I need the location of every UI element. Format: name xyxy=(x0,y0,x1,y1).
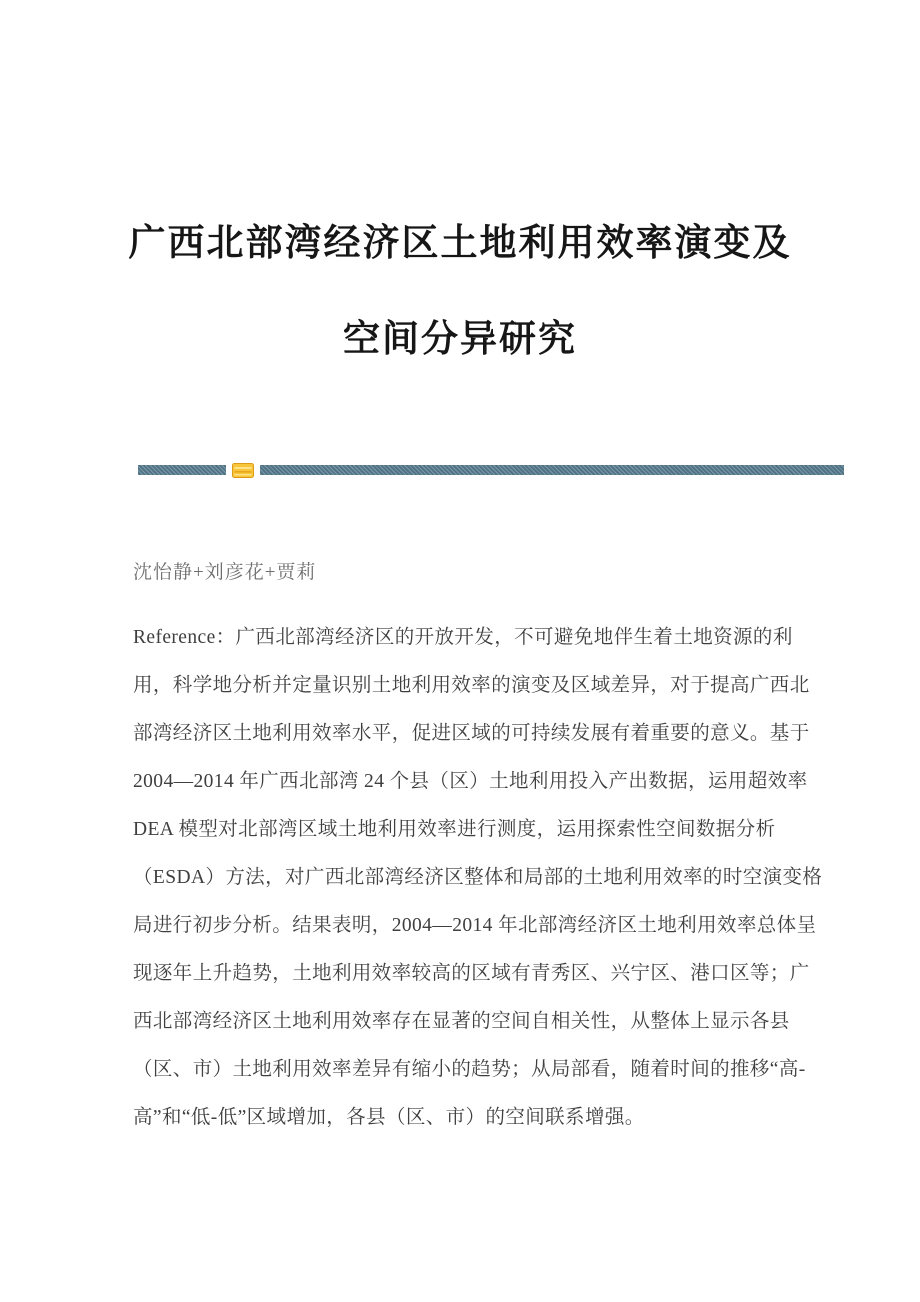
paragraph-line: （ESDA）方法，对广西北部湾经济区整体和局部的土地利用效率的时空演变格 xyxy=(133,867,823,888)
envelope-icon xyxy=(226,460,260,480)
page-title-line-2: 空间分异研究 xyxy=(343,319,577,360)
paragraph-line: 西北部湾经济区土地利用效率存在显著的空间自相关性，从整体上显示各县 xyxy=(133,1011,790,1032)
paragraph-line: （区、市）土地利用效率差异有缩小的趋势；从局部看，随着时间的推移“高- xyxy=(133,1059,806,1080)
paragraph-line: 2004—2014 年广西北部湾 24 个县（区）土地利用投入产出数据，运用超效率 xyxy=(133,771,808,792)
paragraph-line: Reference：广西北部湾经济区的开放开发，不可避免地伴生着土地资源的利 xyxy=(133,627,793,648)
abstract-paragraph xyxy=(133,614,823,1142)
section-divider xyxy=(138,465,844,475)
authors-line: 沈怡静+刘彦花+贾莉 xyxy=(133,562,317,583)
page-title-line-1: 广西北部湾经济区土地利用效率演变及 xyxy=(128,223,792,264)
paragraph-line: 高”和“低-低”区域增加，各县（区、市）的空间联系增强。 xyxy=(133,1107,645,1128)
paragraph-line: 现逐年上升趋势，土地利用效率较高的区域有青秀区、兴宁区、港口区等；广 xyxy=(133,963,810,984)
paragraph-line: 部湾经济区土地利用效率水平，促进区域的可持续发展有着重要的意义。基于 xyxy=(133,723,810,744)
paragraph-line: 局进行初步分析。结果表明，2004—2014 年北部湾经济区土地利用效率总体呈 xyxy=(133,915,817,936)
paragraph-line: DEA 模型对北部湾区域土地利用效率进行测度，运用探索性空间数据分析 xyxy=(133,819,776,840)
paragraph-line: 用，科学地分析并定量识别土地利用效率的演变及区域差异，对于提高广西北 xyxy=(133,675,810,696)
page-title xyxy=(50,196,870,388)
